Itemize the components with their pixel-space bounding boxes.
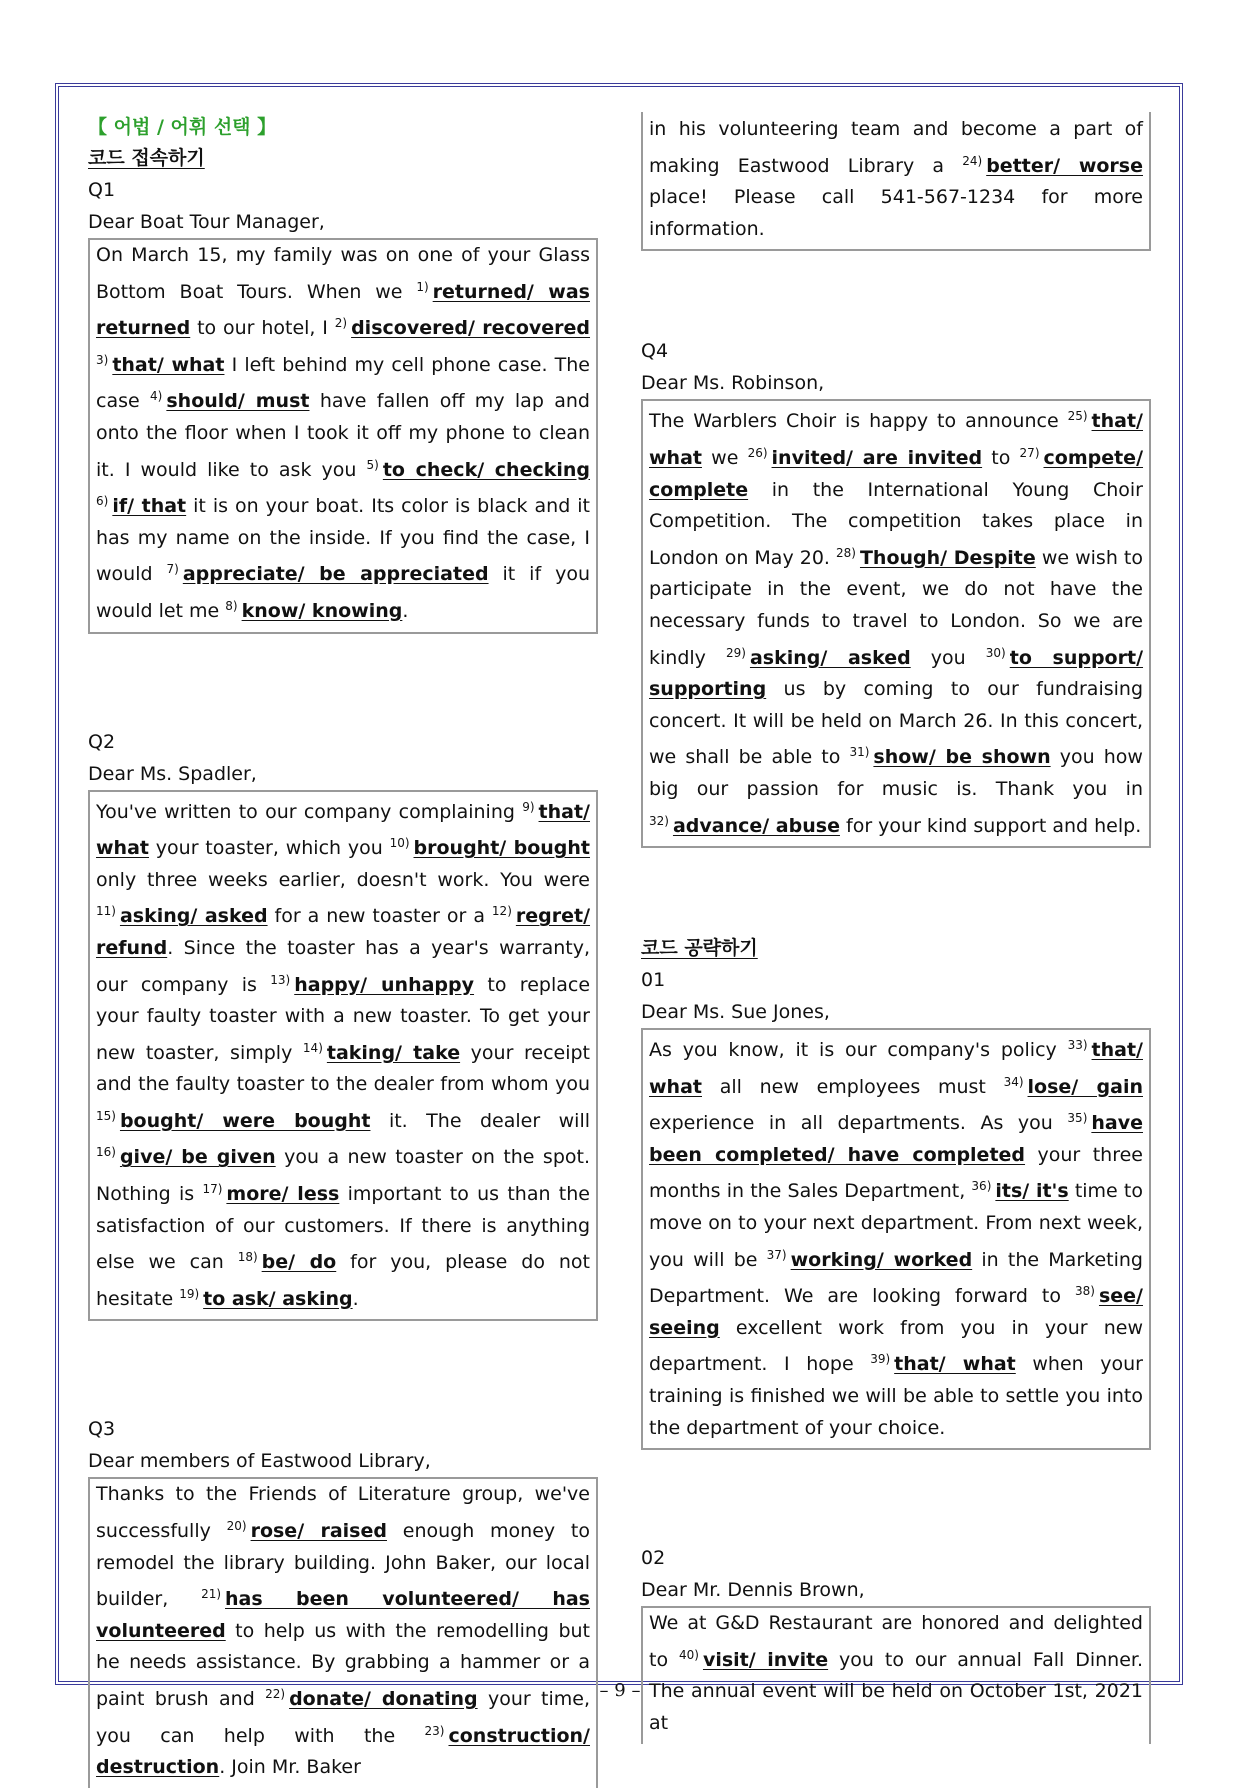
passage-text: . <box>402 599 409 622</box>
question-number: 22) <box>265 1687 286 1701</box>
subsection-title: 코드 공략하기 <box>641 937 758 960</box>
question-number: 3) <box>96 352 109 367</box>
passage-text: we <box>701 446 748 469</box>
answer-choice: discovered/ recovered <box>351 317 591 340</box>
passage-text: in the International Young Choir Competition. The competition takes place in London on May 20. <box>649 478 1143 569</box>
passage-text: . <box>352 1287 359 1310</box>
passage-box <box>88 790 598 1322</box>
section-title: 【 어법 / 어휘 선택 】 <box>88 116 277 138</box>
question-number: 32) <box>649 813 669 828</box>
answer-choice: brought/ bought <box>413 837 590 860</box>
letter-greeting: Dear members of Eastwood Library, <box>88 1450 431 1473</box>
question-number: 40) <box>679 1647 699 1662</box>
question-number: 16) <box>96 1145 116 1160</box>
answer-choice: returned/ was returned <box>96 280 590 340</box>
right-column <box>641 112 1151 1744</box>
answer-choice: rose/ raised <box>250 1520 387 1543</box>
passage-box <box>641 399 1151 848</box>
passage-text: excellent work from you in your new department. I hope <box>649 1316 1143 1376</box>
passage-text: your receipt and the faulty toaster to the dealer from whom you <box>96 1041 590 1096</box>
passage-text: for your kind support and help. <box>839 814 1142 837</box>
passage-text: We at G&D Restaurant are honored and delighted to <box>649 1612 1143 1671</box>
passage-text: in his volunteering team and become a part of making Eastwood Library a <box>649 118 1143 177</box>
answer-choice: donate/ donating <box>289 1688 478 1710</box>
passage-text: you a new toaster on the spot. Nothing is <box>96 1146 590 1206</box>
passage-text: it is on your boat. Its color is black and it has my name on the inside. If you find the case, I would <box>96 495 590 586</box>
answer-choice: visit/ invite <box>702 1648 829 1671</box>
passage-text: for you, please do not hesitate <box>96 1251 590 1310</box>
passage-box <box>641 1028 1151 1450</box>
answer-choice: working/ worked <box>790 1248 973 1271</box>
answer-choice: has been volunteered/ has volunteered <box>96 1588 590 1642</box>
letter-greeting: Dear Boat Tour Manager, <box>88 211 325 233</box>
answer-choice: its/ it's <box>995 1180 1069 1203</box>
letter-greeting: Dear Ms. Spadler, <box>88 762 257 785</box>
question-number: 27) <box>1019 445 1040 460</box>
question-label: 02 <box>641 1547 666 1570</box>
question-number: 15) <box>96 1108 116 1123</box>
question-number: 20) <box>226 1519 247 1534</box>
answer-choice: better/ worse <box>986 154 1143 177</box>
answer-choice: asking/ asked <box>749 646 911 669</box>
question-number: 19) <box>179 1286 200 1301</box>
answer-choice: appreciate/ be appreciated <box>182 563 489 586</box>
passage-text: You've written to our company complaining <box>96 800 523 823</box>
answer-choice: happy/ unhappy <box>294 973 475 996</box>
passage-text: you how big our passion for music is. Thank you in <box>649 746 1143 800</box>
passage-text: to our hotel, I <box>190 317 335 340</box>
subsection-title: 코드 접속하기 <box>88 147 205 169</box>
question-number: 39) <box>870 1352 891 1367</box>
question-label: 01 <box>641 969 666 992</box>
passage-text: The Warblers Choir is happy to announce <box>649 410 1068 433</box>
answer-choice: compete/ complete <box>649 446 1144 501</box>
passage-text: to replace your faulty toaster with a new toaster. To get your new toaster, simply <box>96 973 591 1064</box>
passage-text: . Join Mr. Baker <box>219 1756 361 1779</box>
question-number: 6) <box>96 494 109 509</box>
passage-text: it. The dealer will <box>370 1109 590 1132</box>
passage-text: in the Marketing Department. We are looking forward to <box>649 1248 1143 1308</box>
passage-text: only three weeks earlier, doesn't work. You were <box>96 868 590 891</box>
question-number: 38) <box>1075 1284 1095 1299</box>
answer-choice: advance/ abuse <box>672 814 840 837</box>
passage-box <box>88 1477 598 1787</box>
passage-text: to help us with the remodelling but he needs assistance. By grabbing a hammer or a paint brush and <box>96 1619 590 1710</box>
question-number: 5) <box>366 457 379 472</box>
passage-text: important to us than the satisfaction of our customers. If there is anything else we can <box>96 1183 590 1274</box>
passage-text: you to our annual Fall Dinner. The annual event will be held on October 1st, 2021 at <box>649 1648 1143 1734</box>
answer-choice: if/ that <box>112 495 187 518</box>
passage-text: your three months in the Sales Department, <box>649 1143 1143 1203</box>
question-label: Q4 <box>641 340 669 363</box>
passage-text: your time, you can help with the <box>96 1688 590 1747</box>
letter-greeting: Dear Mr. Dennis Brown, <box>641 1579 865 1602</box>
question-number: 28) <box>836 545 856 560</box>
question-number: 25) <box>1067 409 1088 424</box>
question-number: 26) <box>747 445 768 460</box>
passage-text: you <box>910 646 986 669</box>
answer-choice: that/ what <box>112 353 225 376</box>
question-number: 29) <box>726 645 746 660</box>
question-number: 7) <box>166 562 179 577</box>
passage-text: all new employees must <box>701 1075 1004 1098</box>
question-number: 36) <box>971 1179 992 1194</box>
passage-text: we wish to participate in the event, we do not have the necessary funds to travel to London. So we are kindly <box>649 546 1143 669</box>
answer-choice: to ask/ asking <box>203 1287 353 1310</box>
question-number: 12) <box>491 904 512 919</box>
answer-choice: that/ what <box>649 1039 1143 1098</box>
passage-text: for a new toaster or a <box>267 905 492 928</box>
question-number: 31) <box>849 745 870 760</box>
question-number: 4) <box>150 389 163 404</box>
question-number: 23) <box>424 1723 445 1738</box>
question-number: 10) <box>389 836 410 851</box>
answer-choice: should/ must <box>166 390 310 413</box>
letter-greeting: Dear Ms. Robinson, <box>641 372 825 395</box>
answer-choice: Though/ Despite <box>859 546 1036 569</box>
question-label: Q2 <box>88 730 116 753</box>
answer-choice: to check/ checking <box>382 458 590 481</box>
passage-box <box>88 238 598 634</box>
answer-choice: more/ less <box>226 1183 340 1206</box>
passage-text: Thanks to the Friends of Literature group, we've successfully <box>96 1483 590 1543</box>
answer-choice: lose/ gain <box>1027 1075 1143 1098</box>
question-number: 2) <box>334 316 348 331</box>
passage-text: experience in all departments. As you <box>649 1112 1068 1135</box>
passage-text: On March 15, my family was on one of your Glass Bottom Boat Tours. When we <box>96 244 590 303</box>
passage-text: As you know, it is our company's policy <box>649 1039 1068 1062</box>
passage-text: place! Please call 541-567-1234 for more information. <box>649 186 1143 240</box>
question-number: 9) <box>522 799 535 814</box>
answer-choice: know/ knowing <box>241 599 403 622</box>
passage-text: time to move on to your next department. From next week, you will be <box>649 1180 1143 1271</box>
answer-choice: construction/ destruction <box>96 1724 590 1779</box>
question-label: Q3 <box>88 1418 116 1441</box>
question-number: 35) <box>1067 1111 1088 1126</box>
question-number: 18) <box>237 1250 258 1265</box>
answer-choice: regret/ refund <box>96 905 591 959</box>
answer-choice: bought/ were bought <box>119 1109 371 1132</box>
answer-choice: that/ what <box>649 410 1143 469</box>
question-number: 34) <box>1003 1074 1024 1089</box>
passage-box-continued <box>641 112 1151 251</box>
answer-choice: to support/ supporting <box>649 646 1144 701</box>
left-column <box>88 112 598 1788</box>
letter-greeting: Dear Ms. Sue Jones, <box>641 1001 830 1024</box>
passage-text: when your training is finished we will be able to settle you into the department of your choice. <box>649 1353 1143 1439</box>
answer-choice: that/ what <box>894 1353 1016 1376</box>
question-label: Q1 <box>88 179 116 201</box>
question-number: 37) <box>766 1247 787 1262</box>
question-number: 21) <box>201 1587 222 1602</box>
passage-text: it if you would let me <box>96 563 590 622</box>
question-number: 14) <box>302 1040 323 1055</box>
answer-choice: give/ be given <box>119 1146 276 1169</box>
answer-choice: asking/ asked <box>119 905 268 928</box>
answer-choice: taking/ take <box>326 1041 461 1064</box>
question-number: 11) <box>96 904 116 919</box>
passage-box <box>641 1606 1151 1743</box>
passage-text: your toaster, which you <box>148 837 390 860</box>
passage-text: I left behind my cell phone case. The case <box>96 353 590 413</box>
passage-text: us by coming to our fundraising concert. It will be held on March 26. In this concert, we shall be able to <box>649 678 1143 769</box>
answer-choice: be/ do <box>261 1251 337 1274</box>
question-number: 30) <box>985 645 1006 660</box>
question-number: 1) <box>416 279 429 294</box>
passage-text: enough money to remodel the library building. John Baker, our local builder, <box>96 1520 590 1611</box>
passage-text: . Since the toaster has a year's warranty, our company is <box>96 936 590 996</box>
page-number: – 9 – <box>599 1680 641 1701</box>
passage-text: to <box>982 446 1020 469</box>
question-number: 24) <box>962 153 983 168</box>
answer-choice: show/ be shown <box>873 746 1051 769</box>
question-number: 17) <box>202 1182 223 1197</box>
passage-text: have fallen off my lap and onto the floor when I took it off my phone to clean it. I would like to ask you <box>96 390 590 481</box>
answer-choice: see/ seeing <box>649 1285 1143 1339</box>
answer-choice: that/ what <box>96 800 590 860</box>
answer-choice: have been completed/ have completed <box>649 1112 1143 1166</box>
answer-choice: invited/ are invited <box>771 446 983 469</box>
question-number: 8) <box>225 598 238 613</box>
question-number: 33) <box>1067 1038 1088 1053</box>
question-number: 13) <box>270 972 291 987</box>
